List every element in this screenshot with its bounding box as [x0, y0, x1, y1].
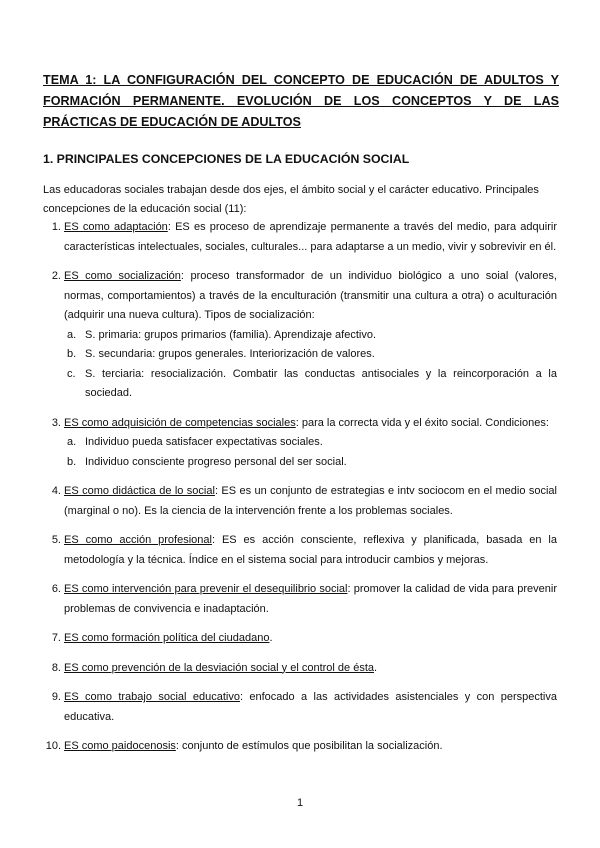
- list-item: [43, 267, 557, 404]
- item-text: .: [269, 632, 273, 644]
- sub-item-letter: a.: [67, 328, 77, 341]
- sub-item-text: S. secundaria: grupos generales. Interiorización de valores.: [85, 348, 375, 360]
- item-number: 6.: [51, 583, 61, 595]
- intro-paragraph: Las educadoras sociales trabajan desde dos ejes, el ámbito social y el carácter educativo. Principales concepciones de la educación social (11):: [43, 184, 539, 215]
- list-item: [43, 531, 557, 570]
- item-term: ES como socialización: [64, 270, 181, 282]
- item-term: ES como adaptación: [64, 221, 168, 233]
- item-text: : ES es un conjunto de estrategias e intv sociocom en el medio social (marginal o no). Es la ciencia de la intervención frente a los problemas sociales.: [64, 485, 557, 517]
- item-text: : proceso transformador de un individuo biológico a uno soial (valores, normas, comportamientos) a través de la enculturación (transmitir una cultura a otra) o aculturación (adquirir una nueva cultura). Tipos de socialización:: [64, 270, 557, 321]
- sub-item: [64, 433, 557, 453]
- list-item: [43, 580, 557, 619]
- sub-item-text: S. primaria: grupos primarios (familia). Aprendizaje afectivo.: [85, 328, 377, 341]
- page-number: 1: [296, 797, 304, 809]
- item-text: : ES es proceso de aprendizaje permanente a través del medio, para adquirir características intelectuales, sociales, culturales... para adaptarse a un medio, vivir y sobrevivir en él.: [64, 221, 557, 253]
- item-number: 3.: [51, 416, 61, 429]
- sub-item-text: Individuo consciente progreso personal del ser social.: [85, 455, 347, 468]
- item-number: 10.: [45, 740, 61, 752]
- list-item: [43, 629, 557, 649]
- item-term: ES como adquisición de competencias sociales: [64, 416, 296, 429]
- sub-item: [64, 365, 557, 404]
- item-term: ES como acción profesional: [64, 534, 212, 546]
- list-item: [43, 688, 557, 727]
- item-text: : para la correcta vida y el éxito social. Condiciones:: [295, 416, 549, 429]
- item-number: 7.: [51, 632, 61, 644]
- item-text: .: [374, 661, 378, 674]
- sub-item-text: S. terciaria: resocialización. Combatir las conductas antisociales y la reincorporación a la sociedad.: [85, 367, 557, 399]
- item-term: ES como trabajo social educativo: [64, 691, 240, 703]
- list-item: [43, 414, 557, 473]
- item-text: : enfocado a las actividades asistenciales y con perspectiva educativa.: [64, 691, 557, 723]
- sub-item-letter: c.: [67, 367, 76, 380]
- sub-item: [64, 326, 557, 346]
- item-term: ES como prevención de la desviación social y el control de ésta: [64, 661, 375, 674]
- item-text: : conjunto de estímulos que posibilitan la socialización.: [175, 740, 443, 752]
- section-heading: 1. PRINCIPALES CONCEPCIONES DE LA EDUCACIÓN SOCIAL: [43, 152, 410, 166]
- list-item: [43, 218, 557, 257]
- sub-item-letter: a.: [67, 436, 77, 448]
- item-number: 1.: [51, 221, 61, 233]
- conceptions-list: [43, 218, 557, 767]
- sub-item-letter: b.: [67, 455, 77, 468]
- list-item: [43, 737, 557, 757]
- item-number: 8.: [51, 661, 61, 674]
- list-item: [43, 482, 557, 521]
- item-number: 4.: [51, 485, 61, 497]
- item-term: ES como intervención para prevenir el desequilibrio social: [64, 583, 348, 595]
- item-term: ES como formación política del ciudadano: [64, 632, 270, 644]
- sub-item: [64, 453, 557, 473]
- sub-item-letter: b.: [67, 348, 77, 360]
- item-number: 5.: [51, 534, 61, 546]
- document-title: TEMA 1: LA CONFIGURACIÓN DEL CONCEPTO DE EDUCACIÓN DE ADULTOS Y FORMACIÓN PERMANENTE. EVOLUCIÓN DE LOS CONCEPTOS Y DE LAS PRÁCTICAS DE EDUCACIÓN DE ADULTOS: [43, 73, 559, 129]
- item-text: : ES es acción consciente, reflexiva y planificada, basada en la metodología y la técnica. Índice en el sistema social para introducir cambios y mejoras.: [64, 534, 557, 566]
- item-number: 2.: [51, 270, 61, 282]
- sub-item: [64, 345, 557, 365]
- list-item: [43, 659, 557, 679]
- item-term: ES como didáctica de lo social: [64, 485, 215, 497]
- sub-item-text: Individuo pueda satisfacer expectativas sociales.: [85, 436, 323, 448]
- item-text: : promover la calidad de vida para prevenir problemas de convivencia e inadaptación.: [64, 583, 557, 615]
- item-term: ES como paidocenosis: [64, 740, 176, 752]
- item-number: 9.: [51, 691, 61, 703]
